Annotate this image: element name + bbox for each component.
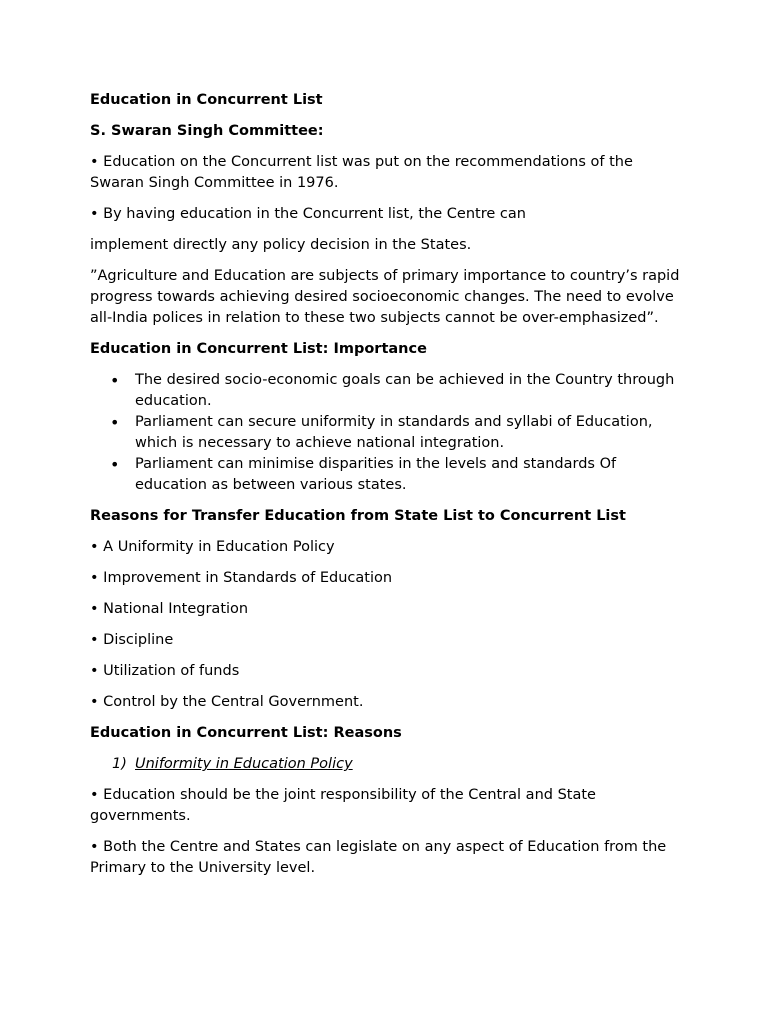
list-item-text: Parliament can secure uniformity in standards and syllabi of Education, which is necessary to achieve national integration. (135, 414, 653, 451)
sub-title: Uniformity in Education Policy (135, 756, 353, 772)
list-item: • Control by the Central Government. (90, 694, 364, 710)
section-heading-transfer-reasons: Reasons for Transfer Education from State List to Concurrent List (90, 508, 626, 524)
list-item (90, 454, 680, 496)
section-heading-reasons: Education in Concurrent List: Reasons (90, 725, 402, 741)
bullet-icon: • (110, 413, 120, 432)
list-item: • Discipline (90, 632, 174, 648)
importance-list (90, 370, 680, 496)
list-item (90, 412, 680, 454)
list-item: • Improvement in Standards of Education (90, 570, 393, 586)
paragraph: implement directly any policy decision in the States. (90, 237, 472, 253)
document-page (90, 90, 680, 889)
bullet-icon: • (110, 455, 120, 474)
paragraph: • Both the Centre and States can legislate on any aspect of Education from the Primary to the University level. (90, 839, 667, 876)
list-item: • National Integration (90, 601, 249, 617)
bullet-icon: • (110, 371, 120, 390)
quote-paragraph: ”Agriculture and Education are subjects of primary importance to country’s rapid progress towards achieving desired socioeconomic changes. The need to evolve all-India polices in relation to these two subjects cannot be over-emphasized”. (90, 268, 680, 326)
paragraph: • Education should be the joint responsibility of the Central and State governments. (90, 787, 596, 824)
list-item (90, 370, 680, 412)
paragraph: • Education on the Concurrent list was put on the recommendations of the Swaran Singh Committee in 1976. (90, 154, 633, 191)
section-heading-committee: S. Swaran Singh Committee: (90, 123, 324, 139)
list-item: • Utilization of funds (90, 663, 240, 679)
list-item: • A Uniformity in Education Policy (90, 539, 335, 555)
document-title: Education in Concurrent List (90, 92, 323, 108)
section-heading-importance: Education in Concurrent List: Importance (90, 341, 427, 357)
list-item-text: Parliament can minimise disparities in the levels and standards Of education as between various states. (135, 456, 617, 493)
list-item-text: The desired socio-economic goals can be achieved in the Country through education. (135, 372, 675, 409)
paragraph: • By having education in the Concurrent list, the Centre can (90, 206, 526, 222)
numbered-subheading (90, 754, 680, 775)
sub-number: 1) (112, 756, 127, 772)
